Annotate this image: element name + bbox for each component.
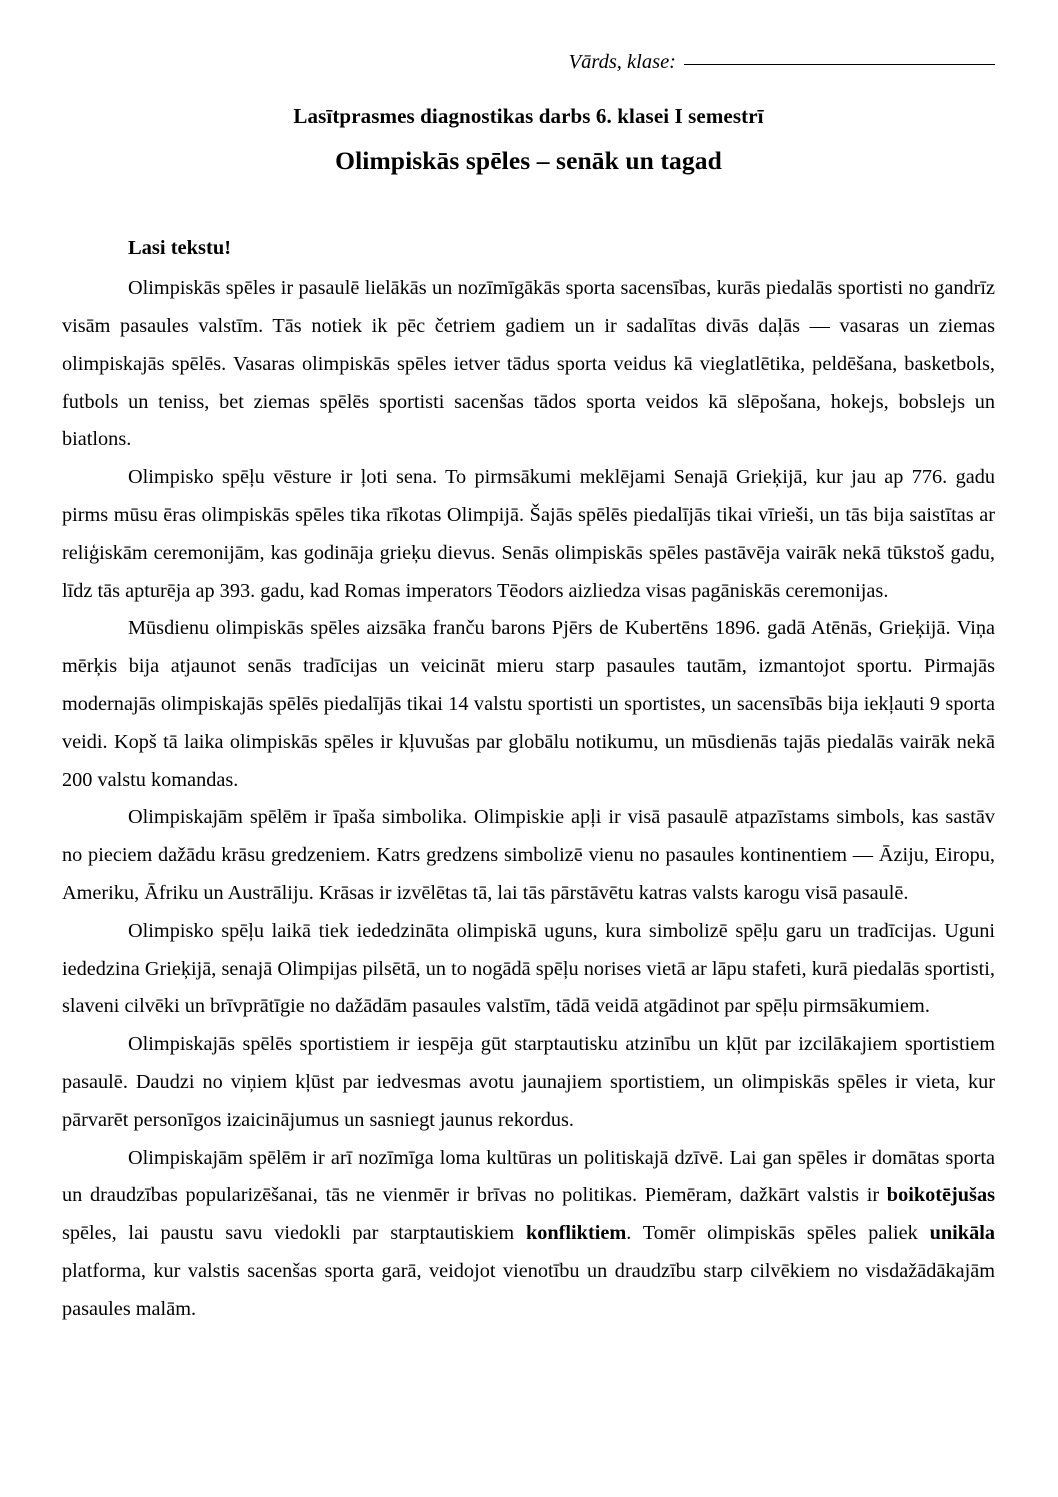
passage-paragraph: Olimpiskajām spēlēm ir īpaša simbolika. Olimpiskie apļi ir visā pasaulē atpazīstams simbols, kas sastāv no pieciem dažādu krāsu gredzeniem. Katrs gredzens simbolizē vienu no pasaules kontinentiem — Āziju, Eiropu, Ameriku, Āfriku un Austrāliju. Krāsas ir izvēlētas tā, lai tās pārstāvētu katras valsts karogu visā pasaulē. <box>62 806 995 905</box>
document-subtitle: Lasītprasmes diagnostikas darbs 6. klasei I semestrī <box>293 103 764 128</box>
passage-paragraph: Mūsdienu olimpiskās spēles aizsāka franču barons Pjērs de Kubertēns 1896. gadā Atēnās, Grieķijā. Viņa mērķis bija atjaunot senās tradīcijas un veicināt mieru starp pasaules tautām, izmantojot sportu. Pirmajās modernajās olimpiskajās spēlēs piedalījās tikai 14 valstu sportisti un sportistes, un sacensībās bija iekļauti 9 sporta veidi. Kopš tā laika olimpiskās spēles ir kļuvušas par globālu notikumu, un mūsdienās tajās piedalās vairāk nekā 200 valstu komandas. <box>62 617 995 791</box>
passage-paragraph: Olimpisko spēļu vēsture ir ļoti sena. To pirmsākumi meklējami Senajā Grieķijā, kur jau ap 776. gadu pirms mūsu ēras olimpiskās spēles tika rīkotas Olimpijā. Šajās spēlēs piedalījās tikai vīrieši, un tās bija saistītas ar reliģiskām ceremonijām, kas godināja grieķu dievus. Senās olimpiskās spēles pastāvēja vairāk nekā tūkstoš gadu, līdz tās apturēja ap 393. gadu, kad Romas imperators Tēodors aizliedza visas pagāniskās ceremonijas. <box>62 466 995 602</box>
passage-paragraph: Olimpiskās spēles ir pasaulē lielākās un nozīmīgākās sporta sacensības, kurās piedalās sportisti no gandrīz visām pasaules valstīm. Tās notiek ik pēc četriem gadiem un ir sadalītas divās daļās — vasaras un ziemas olimpiskajās spēlēs. Vasaras olimpiskās spēles ietver tādus sporta veidus kā vieglatlētika, peldēšana, basketbols, futbols un teniss, bet ziemas spēlēs sportisti sacenšas tādos sporta veidos kā slēpošana, hokejs, bobslejs un biatlons. <box>62 277 995 451</box>
passage-text-run: platforma, kur valstis sacenšas sporta garā, veidojot vienotību un draudzību starp cilvēkiem no visdažādākajām pasaules malām. <box>62 1259 995 1320</box>
passage-paragraph: Olimpisko spēļu laikā tiek iededzināta olimpiskā uguns, kura simbolizē spēļu garu un tradīcijas. Uguni iededzina Grieķijā, senajā Olimpijas pilsētā, un to nogādā spēļu norises vietā ar lāpu stafeti, kurā piedalās sportisti, slaveni cilvēki un brīvprātīgie no dažādām pasaules valstīm, tādā veidā atgādinot par spēļu pirmsākumiem. <box>62 919 995 1018</box>
emphasized-term: boikotējušas <box>886 1184 995 1207</box>
page-title: Olimpiskās spēles – senāk un tagad <box>335 145 722 175</box>
name-class-field-row <box>62 52 995 73</box>
passage-text-run: Olimpiskajām spēlēm ir arī nozīmīga loma kultūras un politiskajā dzīvē. Lai gan spēles ir domātas sporta un draudzības popularizēšanai, tās ne vienmēr ir brīvas no politikas. Piemēram, dažkārt valstis ir <box>62 1146 995 1207</box>
name-class-field-label: Vārds, klase: <box>568 51 676 73</box>
passage-paragraph-final <box>62 1140 995 1329</box>
instruction-heading: Lasi tekstu! <box>128 236 232 259</box>
passage-text-run: . Tomēr olimpiskās spēles paliek <box>626 1222 930 1245</box>
emphasized-term: konfliktiem <box>525 1222 627 1245</box>
passage-text-run: spēles, lai paustu savu viedokli par starptautiskiem <box>62 1222 526 1245</box>
passage-paragraph: Olimpiskajās spēlēs sportistiem ir iespēja gūt starptautisku atzinību un kļūt par izcilākajiem sportistiem pasaulē. Daudzi no viņiem kļūst par iedvesmas avotu jaunajiem sportistiem, un olimpiskās spēles ir vieta, kur pārvarēt personīgos izaicinājumus un sasniegt jaunus rekordus. <box>62 1033 995 1131</box>
document-content <box>62 0 995 1329</box>
emphasized-term: unikāla <box>929 1222 995 1245</box>
reading-passage <box>62 270 995 1328</box>
name-class-field-input-rule[interactable] <box>684 64 995 65</box>
